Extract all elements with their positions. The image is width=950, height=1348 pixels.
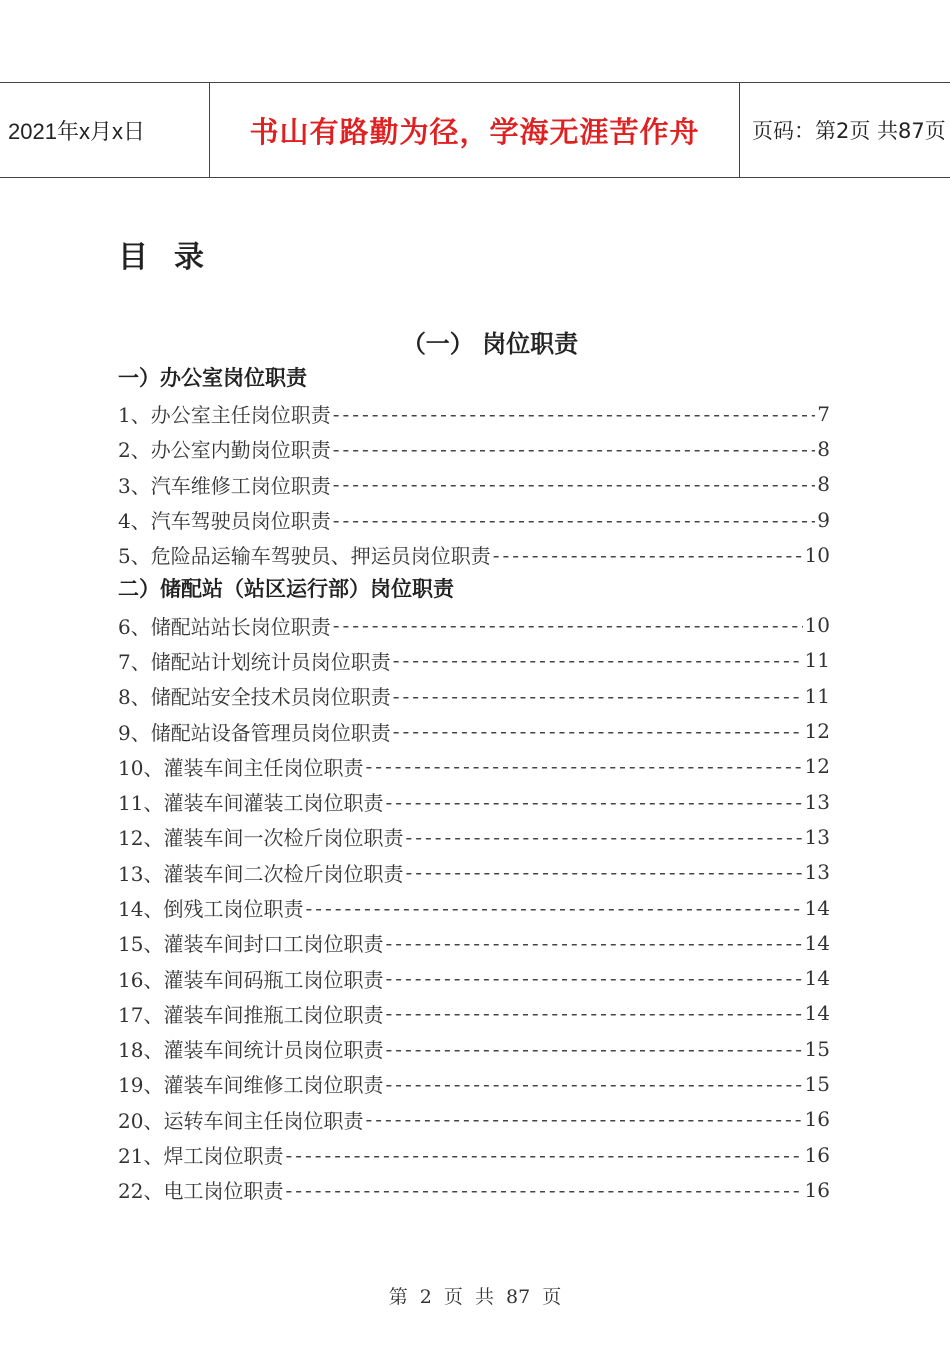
toc-entry-page: 15 (804, 1071, 830, 1096)
toc-entry-text: 灌装车间主任岗位职责 (163, 755, 364, 780)
toc-entry-number: 15、 (118, 932, 164, 957)
toc-title: 目录 (118, 240, 230, 275)
toc-entry-page: 16 (804, 1177, 830, 1202)
toc-entry[interactable] (118, 749, 830, 784)
toc-entry[interactable] (118, 784, 830, 819)
toc-entry-page: 10 (804, 542, 830, 567)
toc-entry-number: 21、 (118, 1144, 164, 1169)
toc-entry-page: 15 (804, 1036, 830, 1061)
toc-entry-text: 储配站计划统计员岗位职责 (150, 649, 391, 674)
toc-entry-text: 灌装车间二次检斤岗位职责 (163, 861, 404, 886)
toc-entry-page: 13 (804, 824, 830, 849)
toc-entry-leader (333, 508, 816, 532)
toc-entry-number: 6、 (118, 614, 151, 639)
toc-group-heading: 二）储配站（站区运行部）岗位职责 (118, 577, 454, 602)
toc-entry-text: 运转车间主任岗位职责 (163, 1108, 364, 1133)
toc-entry-number: 4、 (118, 509, 151, 534)
toc-entry-number: 1、 (118, 403, 151, 428)
toc-entry-text: 汽车维修工岗位职责 (150, 473, 331, 498)
toc-entry-page: 11 (804, 648, 830, 673)
toc-entry[interactable] (118, 925, 830, 960)
toc-entry-text: 焊工岗位职责 (163, 1144, 284, 1169)
toc-entry-text: 办公室主任岗位职责 (150, 403, 331, 428)
toc-entry-leader (365, 1107, 802, 1131)
toc-entry-text: 灌装车间推瓶工岗位职责 (163, 1002, 384, 1027)
toc-entry-leader (393, 719, 803, 743)
toc-entry-leader (405, 825, 802, 849)
toc-entry[interactable] (118, 996, 830, 1031)
toc-entry[interactable] (118, 396, 830, 431)
toc-entry-leader (405, 860, 802, 884)
toc-entry-number: 13、 (118, 861, 164, 886)
toc-entry[interactable] (118, 713, 830, 748)
toc-entry-leader (385, 790, 802, 814)
toc-entry-page: 12 (804, 754, 830, 779)
toc-entry-page: 14 (804, 930, 830, 955)
toc-entry-text: 汽车驾驶员岗位职责 (150, 509, 331, 534)
toc-entry-text: 倒残工岗位职责 (163, 897, 304, 921)
toc-entry-leader (333, 402, 816, 426)
toc-entry-page: 16 (804, 1142, 830, 1167)
toc-entry-page: 7 (817, 401, 830, 426)
toc-entry-number: 20、 (118, 1108, 164, 1133)
toc-entry-leader (493, 543, 803, 567)
toc-entry[interactable] (118, 1031, 830, 1066)
toc-entry-page: 8 (817, 436, 830, 461)
toc-entry-page: 10 (804, 613, 830, 638)
toc-entry[interactable] (118, 431, 830, 466)
toc-entry-text: 灌装车间一次检斤岗位职责 (163, 826, 404, 851)
toc-entry-number: 3、 (118, 473, 151, 498)
toc-entry[interactable] (118, 467, 830, 502)
toc-entry-leader (333, 613, 803, 637)
toc-entry[interactable] (118, 890, 830, 925)
toc-entry-page: 12 (804, 719, 830, 744)
toc-group-heading: 一）办公室岗位职责 (118, 366, 307, 390)
toc-entry-text: 灌装车间统计员岗位职责 (163, 1038, 384, 1063)
header-date: 2021年x月x日 (0, 83, 210, 177)
toc-entry-number: 7、 (118, 649, 151, 674)
toc-entry-number: 18、 (118, 1038, 164, 1063)
toc-entry-number: 12、 (118, 826, 164, 851)
toc-entry-page: 14 (804, 895, 830, 920)
toc-entry-page: 14 (804, 966, 830, 991)
toc-entry-leader (385, 1037, 802, 1061)
toc-entry-leader (285, 1143, 802, 1167)
toc-entry-page: 11 (804, 683, 830, 708)
toc-entry-page: 16 (804, 1107, 830, 1132)
toc-entry-text: 电工岗位职责 (163, 1179, 284, 1204)
header-motto: 书山有路勤为径，学海无涯苦作舟 (210, 83, 740, 177)
toc-entry-page: 13 (804, 860, 830, 885)
toc-entry-leader (393, 684, 803, 708)
toc-entry[interactable] (118, 643, 830, 678)
toc-entry-leader (385, 931, 802, 955)
toc-entry-text: 灌装车间封口工岗位职责 (163, 932, 384, 957)
page-footer: 第 2 页 共 87 页 (388, 1286, 562, 1308)
toc-entry-leader (333, 437, 816, 461)
toc-entry[interactable] (118, 607, 830, 642)
toc-entry[interactable] (118, 537, 830, 572)
section-title: （一） 岗位职责 (401, 330, 579, 358)
toc-entry-leader (393, 648, 803, 672)
toc-entry-page: 14 (804, 1001, 830, 1026)
toc-entry-text: 储配站设备管理员岗位职责 (150, 720, 391, 745)
toc-entry-number: 8、 (118, 685, 151, 710)
toc-entry-number: 5、 (118, 544, 151, 569)
toc-entry-text: 灌装车间维修工岗位职责 (163, 1073, 384, 1098)
toc-entry-page: 8 (817, 472, 830, 497)
toc-entry-number: 10、 (118, 755, 164, 780)
toc-entry-text: 灌装车间灌装工岗位职责 (163, 791, 384, 816)
toc-entry-leader (365, 754, 802, 778)
toc-entry-leader (385, 966, 802, 990)
toc-entry-number: 19、 (118, 1073, 164, 1098)
toc-entry-text: 储配站站长岗位职责 (150, 614, 331, 639)
toc-entry-leader (285, 1178, 802, 1202)
toc-entry-number: 9、 (118, 720, 151, 745)
toc-entry[interactable] (118, 678, 830, 713)
page-header (0, 82, 950, 178)
toc-entry[interactable] (118, 1102, 830, 1137)
toc-entry-number: 11、 (118, 791, 164, 816)
toc-entry[interactable] (118, 855, 830, 890)
toc-entry[interactable] (118, 502, 830, 537)
toc-entry-page: 9 (817, 507, 830, 532)
toc-entry[interactable] (118, 1172, 830, 1207)
toc-entry-number: 14、 (118, 897, 164, 921)
toc-entry-leader (385, 1001, 802, 1025)
toc-entry-text: 办公室内勤岗位职责 (150, 438, 331, 463)
toc-entry[interactable] (118, 1137, 830, 1172)
header-page-info: 页码：第2页 共87页 (752, 119, 946, 143)
toc-entry-text: 危险品运输车驾驶员、押运员岗位职责 (150, 544, 491, 569)
toc-entry[interactable] (118, 1066, 830, 1101)
toc-entry-text: 灌装车间码瓶工岗位职责 (163, 967, 384, 992)
toc-entry-number: 2、 (118, 438, 151, 463)
toc-entry-leader (305, 896, 802, 920)
toc-entry-number: 16、 (118, 967, 164, 992)
toc-entry-leader (333, 472, 816, 496)
toc-entry-number: 17、 (118, 1002, 164, 1027)
toc-entry-number: 22、 (118, 1179, 164, 1204)
table-of-contents (118, 361, 830, 1208)
toc-entry-page: 13 (804, 789, 830, 814)
toc-entry-leader (385, 1072, 802, 1096)
toc-entry[interactable] (118, 819, 830, 854)
toc-entry-text: 储配站安全技术员岗位职责 (150, 685, 391, 710)
toc-entry[interactable] (118, 960, 830, 995)
